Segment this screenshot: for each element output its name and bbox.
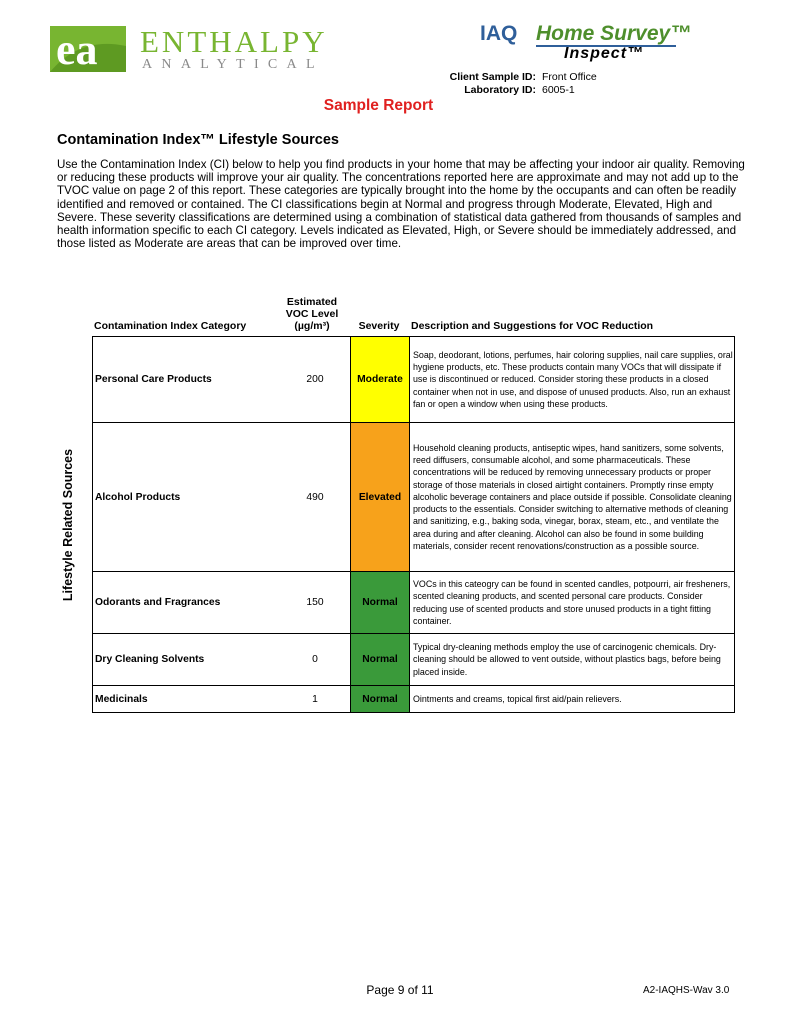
- section-title: Contamination Index™ Lifestyle Sources: [57, 132, 339, 148]
- laboratory-row: [420, 84, 597, 97]
- ea-logo-icon: [50, 26, 126, 72]
- intro-paragraph: Use the Contamination Index (CI) below to help you find products in your home that may be affecting your indoor air quality. Removing or reducing these products will improve your air quality. The concentrations reported here are approximate and may not add up to the TVOC value on page 2 of this report. These categories are typically brought into the home by the occupants and can often be readily identified and removed or contained. The CI classifications begin at Normal and progress through Moderate, Elevated, High and Severe. These severity classifications are determined using a combination of statistical data gathered from thousands of samples and health information specific to each CI category. Levels indicated as Elevated, High, or Severe should be immediately addressed, and those listed as Moderate are areas that can be improved over time.: [57, 158, 745, 251]
- header-voc-line2: VOC Level: [285, 308, 339, 320]
- severity-badge: Moderate: [350, 337, 410, 422]
- svg-text:ea: ea: [56, 26, 98, 72]
- iaq-home-survey-brand: [480, 20, 720, 66]
- severity-badge: Normal: [350, 686, 410, 712]
- cell-description: Typical dry-cleaning methods employ the use of carcinogenic chemicals. Dry-cleaning should be allowed to vent outside, without plastics bags, before being placed inside.: [413, 642, 721, 677]
- table-row: [93, 337, 734, 423]
- client-sample-id-value: Front Office: [542, 71, 597, 83]
- cell-voc: 1: [312, 693, 318, 705]
- cell-category: Alcohol Products: [95, 491, 181, 503]
- header-severity: Severity: [358, 320, 400, 332]
- cell-category: Medicinals: [95, 693, 148, 705]
- side-label-text: Lifestyle Related Sources: [61, 448, 75, 602]
- severity-badge: Normal: [350, 572, 410, 633]
- laboratory-id-value: 6005-1: [542, 84, 575, 96]
- document-code: A2-IAQHS-Wav 3.0: [643, 985, 730, 996]
- page-number: Page 9 of 11: [366, 983, 434, 997]
- header-voc-level: [277, 296, 347, 332]
- cell-voc: 150: [306, 597, 324, 608]
- table-row: [93, 423, 734, 572]
- cell-category: Personal Care Products: [95, 374, 212, 385]
- client-sample-id-label: Client Sample ID:: [449, 71, 536, 83]
- logo-tagline: ANALYTICAL: [142, 57, 324, 72]
- enthalpy-logo: [50, 26, 340, 74]
- cell-category: Odorants and Fragrances: [95, 597, 221, 608]
- header-description: Description and Suggestions for VOC Reduction: [411, 320, 654, 332]
- table-header: [92, 290, 735, 336]
- cell-voc: 200: [306, 374, 324, 385]
- table-body: [92, 336, 735, 713]
- cell-voc: 0: [312, 654, 318, 665]
- logo-name: ENTHALPY: [140, 24, 328, 59]
- client-sample-row: [420, 71, 597, 84]
- cell-description: Household cleaning products, antiseptic wipes, hand sanitizers, some solvents, reed diffusers, consumable alcohol, and some pharmaceuticals. These concentrations will be reduced by removing unnecessary products or proper storage of those materials in closed airtight containers. Promptly rinse empty alcoholic beverage containers and place outside if possible. Consolidate cleaning products to the essentials. Consider switching to alternative methods of cleaning and sanitizing, e.g., baking soda, vinegar, borax, steam, etc., and ventilate the area during and after cleaning. Alcohol can also be found in some building materials, consider recent renovations/construction as a possible source.: [413, 442, 732, 552]
- report-title: Sample Report: [323, 97, 434, 114]
- table-row: [93, 572, 734, 634]
- header-voc-line1: Estimated: [286, 296, 338, 308]
- brand-home-survey: Home Survey™: [536, 22, 692, 45]
- cell-description: Ointments and creams, topical first aid/pain relievers.: [413, 693, 622, 704]
- cell-voc: 490: [306, 491, 324, 503]
- cell-description: VOCs in this cateogry can be found in scented candles, potpourri, air fresheners, scented cleaning products, and scented personal care products. Consider reducing use of scented products and store unused products in a tight fitting container.: [413, 578, 731, 626]
- side-label: [58, 336, 78, 714]
- cell-category: Dry Cleaning Solvents: [95, 654, 205, 665]
- table-row: [93, 686, 734, 712]
- severity-badge: Elevated: [350, 423, 410, 571]
- cell-description: Soap, deodorant, lotions, perfumes, hair coloring supplies, nail care supplies, oral hygiene products, etc. These products contain many VOCs that will dissipate if use is discontinued or reduced. Consider storing these products in a closed container when not in use, and dispose of unused products. Also, run an exhaust fan or open a window when using these products.: [413, 349, 733, 409]
- brand-iaq: IAQ: [480, 22, 518, 45]
- client-info: [420, 71, 597, 97]
- header-category: Contamination Index Category: [94, 320, 247, 332]
- severity-badge: Normal: [350, 634, 410, 685]
- table-row: [93, 634, 734, 686]
- header-voc-line3: (µg/m³): [294, 320, 330, 332]
- brand-inspect: Inspect™: [564, 45, 645, 62]
- laboratory-id-label: Laboratory ID:: [464, 84, 536, 96]
